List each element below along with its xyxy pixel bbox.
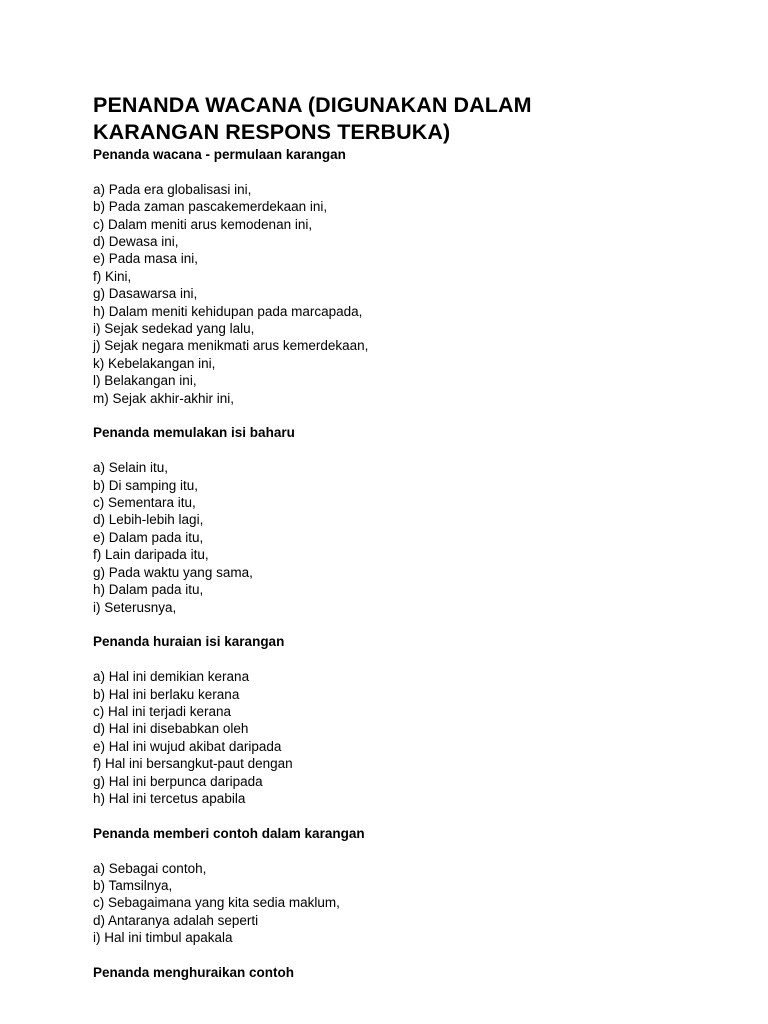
document-page	[93, 92, 733, 981]
list-item: g) Hal ini berpunca daripada	[93, 773, 263, 789]
list-item: a) Sebagai contoh,	[93, 860, 207, 876]
list-item: d) Lebih-lebih lagi,	[93, 512, 204, 528]
section-heading: Penanda memberi contoh dalam karangan	[93, 825, 365, 841]
list-item: a) Hal ini demikian kerana	[93, 669, 250, 685]
document-title-line-2: KARANGAN RESPONS TERBUKA)	[93, 120, 451, 144]
section-menghuraikan-contoh	[93, 964, 733, 981]
list-item: g) Pada waktu yang sama,	[93, 564, 253, 580]
section-heading: Penanda wacana - permulaan karangan	[93, 147, 346, 162]
list-item: g) Dasawarsa ini,	[93, 286, 198, 302]
document-title	[93, 92, 733, 146]
section-heading: Penanda menghuraikan contoh	[93, 964, 295, 980]
list-item: f) Kini,	[93, 268, 132, 284]
document-title-line-1: PENANDA WACANA (DIGUNAKAN DALAM	[93, 93, 532, 117]
list-item: d) Hal ini disebabkan oleh	[93, 721, 249, 737]
list-item: k) Kebelakangan ini,	[93, 355, 216, 371]
list-item: c) Sebagaimana yang kita sedia maklum,	[93, 895, 340, 911]
list-item: f) Lain daripada itu,	[93, 547, 209, 563]
list-item: i) Seterusnya,	[93, 599, 177, 615]
list-item: f) Hal ini bersangkut-paut dengan	[93, 756, 293, 772]
list-item: d) Dewasa ini,	[93, 234, 179, 250]
list-item: h) Dalam meniti kehidupan pada marcapada,	[93, 303, 363, 319]
list-item: a) Selain itu,	[93, 460, 169, 476]
list-item: b) Di samping itu,	[93, 477, 199, 493]
list-item: h) Hal ini tercetus apabila	[93, 790, 246, 806]
section-permulaan-karangan	[93, 146, 733, 407]
list-item: i) Sejak sedekad yang lalu,	[93, 321, 255, 337]
list-item: d) Antaranya adalah seperti	[93, 912, 259, 928]
list-item: e) Dalam pada itu,	[93, 529, 204, 545]
section-huraian-isi-karangan	[93, 633, 733, 807]
list-item: b) Tamsilnya,	[93, 877, 173, 893]
list-item: h) Dalam pada itu,	[93, 582, 204, 598]
section-list	[93, 860, 733, 947]
list-item: b) Pada zaman pascakemerdekaan ini,	[93, 199, 328, 215]
list-item: e) Pada masa ini,	[93, 251, 199, 267]
section-heading: Penanda huraian isi karangan	[93, 634, 285, 650]
list-item: i) Hal ini timbul apakala	[93, 930, 233, 946]
list-item: c) Dalam meniti arus kemodenan ini,	[93, 216, 313, 232]
list-item: b) Hal ini berlaku kerana	[93, 686, 240, 702]
section-list	[93, 668, 733, 807]
list-item: a) Pada era globalisasi ini,	[93, 181, 252, 197]
section-memberi-contoh	[93, 825, 733, 947]
section-list	[93, 181, 733, 407]
list-item: c) Hal ini terjadi kerana	[93, 703, 232, 719]
list-item: e) Hal ini wujud akibat daripada	[93, 738, 282, 754]
section-memulakan-isi-baharu	[93, 424, 733, 615]
section-list	[93, 459, 733, 616]
list-item: c) Sementara itu,	[93, 495, 196, 511]
section-heading: Penanda memulakan isi baharu	[93, 425, 295, 441]
list-item: m) Sejak akhir-akhir ini,	[93, 390, 235, 406]
list-item: j) Sejak negara menikmati arus kemerdekaan,	[93, 338, 369, 354]
list-item: l) Belakangan ini,	[93, 373, 197, 389]
